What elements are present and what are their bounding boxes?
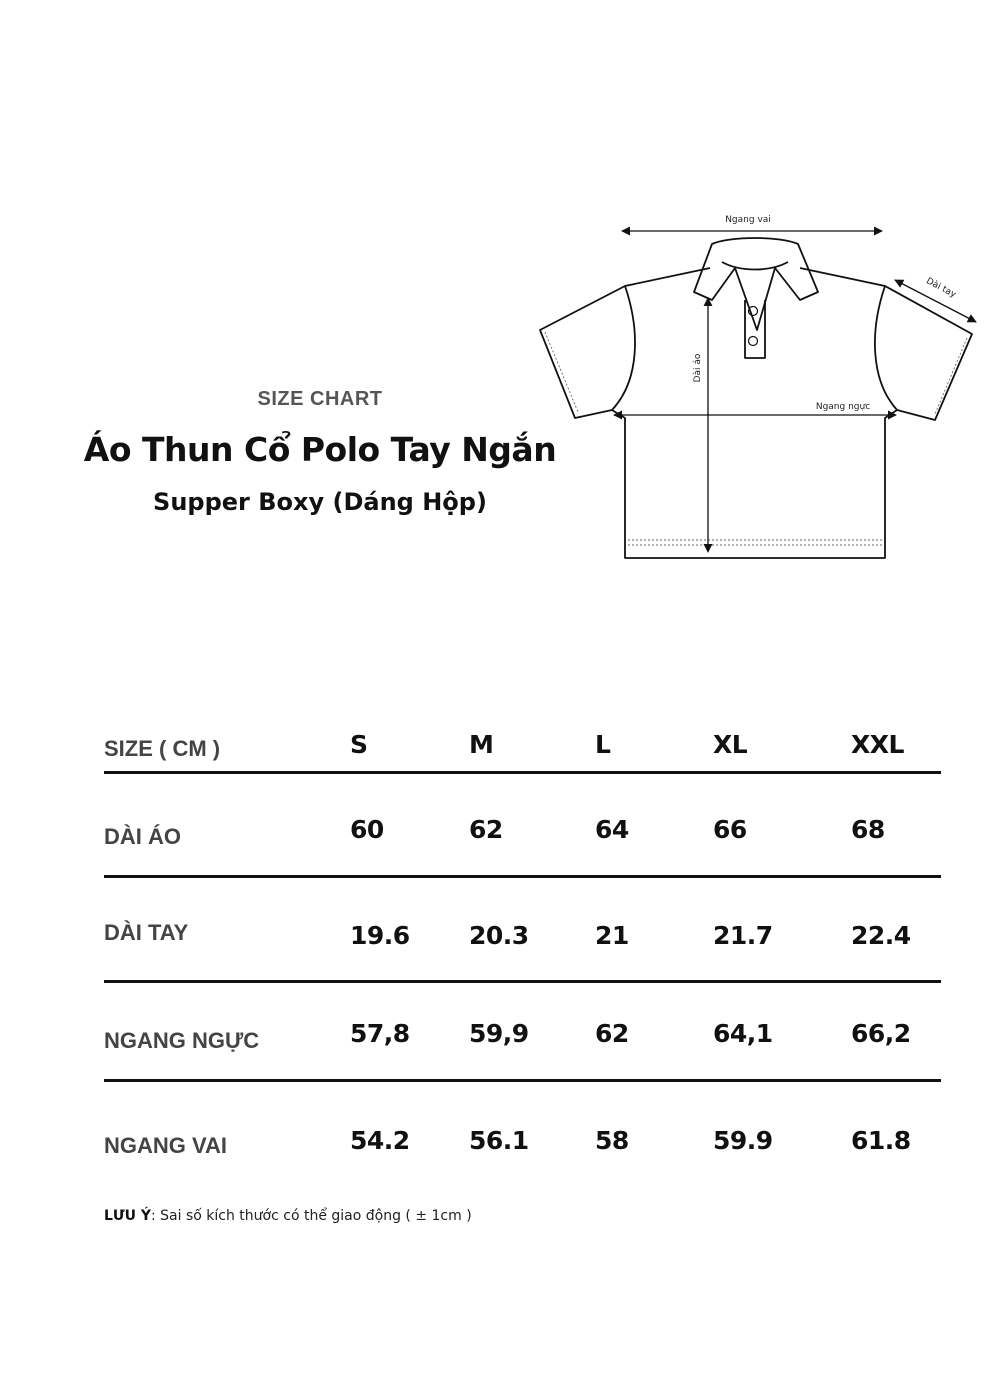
size-note [104,1208,472,1224]
table-cell: 20.3 [469,921,529,950]
table-cell: 64,1 [713,1019,773,1048]
size-column-header: M [469,730,494,759]
table-cell: 66 [713,815,747,844]
table-cell: 62 [469,815,503,844]
table-cell: 66,2 [851,1019,911,1048]
row-label: DÀI ÁO [104,824,181,849]
table-cell: 61.8 [851,1126,911,1155]
product-subtitle: Supper Boxy (Dáng Hộp) [153,488,487,516]
table-cell: 56.1 [469,1126,529,1155]
size-table [104,716,941,1172]
sleeve-label: Dài tay [924,276,958,301]
chest-label: Ngang ngực [815,402,871,412]
length-label: Dài áo [693,353,703,383]
size-chart-eyebrow: SIZE CHART [257,388,383,410]
size-column-header: S [350,730,368,759]
row-label: NGANG NGỰC [104,1028,260,1053]
size-column-header: L [595,730,611,759]
table-cell: 57,8 [350,1019,410,1048]
table-cell: 62 [595,1019,629,1048]
size-column-header: XL [713,730,748,759]
table-cell: 68 [851,815,885,844]
table-row [104,983,941,1079]
table-cell: 64 [595,815,629,844]
table-cell: 59,9 [469,1019,529,1048]
size-header-label: SIZE ( CM ) [104,736,221,761]
table-cell: 54.2 [350,1126,410,1155]
table-header-row [104,716,941,771]
table-cell: 58 [595,1126,629,1155]
note-prefix: LƯU Ý [104,1208,151,1224]
table-cell: 60 [350,815,384,844]
table-cell: 21 [595,921,629,950]
row-label: NGANG VAI [104,1133,228,1158]
table-row [104,878,941,980]
table-cell: 21.7 [713,921,773,950]
note-text: : Sai số kích thước có thể giao động ( ± 1cm ) [151,1208,472,1224]
product-title: Áo Thun Cổ Polo Tay Ngắn [83,430,557,469]
table-row [104,1082,941,1172]
button-icon [749,337,758,346]
table-row [104,774,941,875]
row-label: DÀI TAY [104,920,189,945]
polo-shirt-diagram [530,200,1000,580]
table-cell: 19.6 [350,921,410,950]
table-cell: 22.4 [851,921,911,950]
shoulder-label: Ngang vai [725,215,771,225]
size-column-header: XXL [851,730,904,759]
table-cell: 59.9 [713,1126,773,1155]
